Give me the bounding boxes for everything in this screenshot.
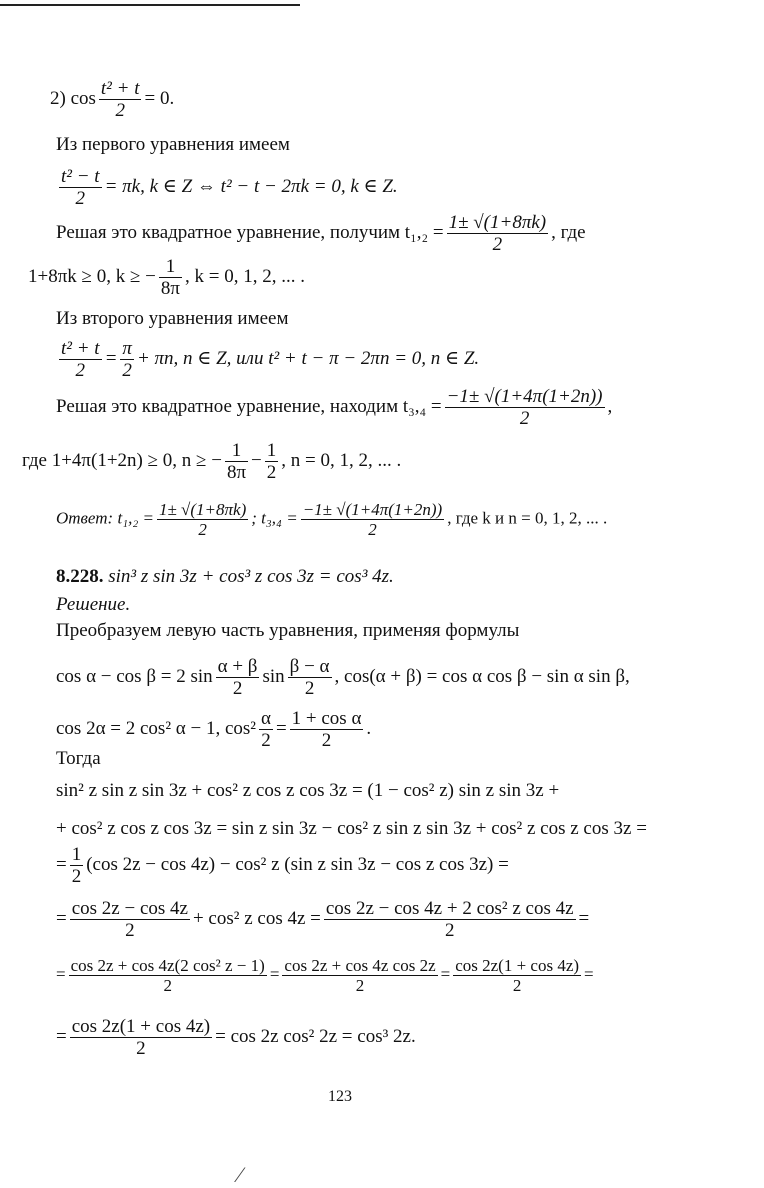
denominator: 2 xyxy=(355,976,365,996)
answer-line xyxy=(56,500,607,539)
text: = xyxy=(584,964,594,984)
text: ; t₃,₄ = xyxy=(251,508,298,528)
fraction xyxy=(120,338,134,382)
numerator: 1± √(1+8πk) xyxy=(158,500,247,519)
solution-heading: Решение. xyxy=(56,594,131,615)
denominator: 2 xyxy=(198,520,207,540)
text: = xyxy=(275,718,287,740)
text: sin xyxy=(262,666,285,688)
fraction xyxy=(324,898,576,942)
problem-number: 8.228. xyxy=(56,566,104,587)
fraction xyxy=(288,656,332,700)
text: cos 2α = 2 cos² α − 1, cos² xyxy=(56,718,256,740)
denominator: 2 xyxy=(163,976,172,996)
denominator: 2 xyxy=(71,866,82,888)
numerator: t² − t xyxy=(61,166,100,187)
equation-line-1 xyxy=(50,78,174,122)
formula-line-15 xyxy=(56,708,371,752)
text: t₁,₂ = xyxy=(117,508,154,528)
text: , xyxy=(607,396,613,418)
numerator: cos 2z(1 + cos 4z) xyxy=(455,956,580,975)
numerator: 1 + cos α xyxy=(291,708,362,729)
numerator: −1± √(1+4π(1+2n)) xyxy=(446,386,603,407)
text: − xyxy=(251,450,262,472)
text-line-6: Из второго уравнения имеем xyxy=(56,308,289,329)
denominator: 2 xyxy=(321,730,332,752)
text: 2) cos xyxy=(50,88,96,110)
answer-label: Ответ: xyxy=(56,508,114,528)
text: = xyxy=(440,964,451,984)
equation-line-5 xyxy=(28,256,305,300)
fraction xyxy=(447,212,549,256)
fraction xyxy=(157,500,248,539)
problem-equation: sin³ z sin 3z + cos³ z cos 3z = cos³ 4z. xyxy=(108,566,394,587)
text: = πk, k ∈ Z ⇔ t² − t − 2πk = 0, k ∈ Z. xyxy=(104,176,398,198)
numerator: cos 2z − cos 4z + 2 cos² z cos 4z xyxy=(325,898,574,919)
numerator: 1 xyxy=(266,440,277,461)
fraction xyxy=(282,956,437,995)
equation-line-20 xyxy=(56,898,589,942)
text: , cos(α + β) = cos α cos β − sin α sin β, xyxy=(334,666,630,688)
denominator: 2 xyxy=(519,408,530,430)
denominator: 8π xyxy=(226,462,247,484)
denominator: 2 xyxy=(368,520,377,540)
equation-line-17: sin² z sin z sin 3z + cos² z cos z cos 3z = (1 − cos² z) sin z sin 3z + xyxy=(56,780,560,801)
text: = xyxy=(56,964,66,984)
problem-line xyxy=(56,566,394,588)
text: , где xyxy=(551,222,586,244)
fraction xyxy=(290,708,364,752)
fraction xyxy=(159,256,182,300)
denominator: 2 xyxy=(75,188,86,210)
fraction xyxy=(453,956,581,995)
text: = 0. xyxy=(144,88,175,110)
numerator: 1 xyxy=(71,844,82,865)
text: + cos² z cos 4z = xyxy=(192,908,321,930)
equation-line-3 xyxy=(56,166,398,210)
fraction xyxy=(70,1016,212,1060)
top-rule xyxy=(0,4,300,6)
fraction xyxy=(225,440,248,484)
text: Решая это квадратное уравнение, находим t₃,₄ = xyxy=(56,396,442,418)
text: , где k и n = 0, 1, 2, ... . xyxy=(447,508,608,528)
text: = cos 2z cos² 2z = cos³ 2z. xyxy=(215,1026,416,1048)
text: = xyxy=(104,348,118,370)
text: Решая это квадратное уравнение, получим t₁,₂ = xyxy=(56,222,444,244)
text: 1+8πk ≥ 0, k ≥ − xyxy=(28,266,156,288)
fraction xyxy=(301,500,445,539)
text: = xyxy=(56,908,67,930)
denominator: 2 xyxy=(512,976,522,996)
denominator: 2 xyxy=(125,920,135,942)
text: , k = 0, 1, 2, ... . xyxy=(184,266,305,288)
text-line-8 xyxy=(56,386,612,430)
equation-line-19 xyxy=(56,844,509,888)
text: cos α − cos β = 2 sin xyxy=(56,666,213,688)
numerator: −1± √(1+4π(1+2n)) xyxy=(302,500,443,519)
text: = xyxy=(269,964,280,984)
text: , n = 0, 1, 2, ... . xyxy=(281,450,402,472)
fraction xyxy=(445,386,605,430)
fraction xyxy=(59,338,102,382)
page-number: 123 xyxy=(328,1088,352,1105)
equation-line-7 xyxy=(56,338,479,382)
numerator: cos 2z + cos 4z(2 cos² z − 1) xyxy=(70,956,265,975)
fraction xyxy=(70,844,84,888)
denominator: 2 xyxy=(304,678,315,700)
numerator: cos 2z − cos 4z xyxy=(71,898,188,919)
denominator: 8π xyxy=(160,278,180,300)
numerator: t² + t xyxy=(100,78,140,99)
denominator: 2 xyxy=(492,234,503,256)
text-line-13: Преобразуем левую часть уравнения, применяя формулы xyxy=(56,620,520,641)
numerator: t² + t xyxy=(61,338,100,359)
text: + πn, n ∈ Z, или t² + t − π − 2πn = 0, n ∈ Z. xyxy=(136,348,480,370)
denominator: 2 xyxy=(444,920,455,942)
text: (cos 2z − cos 4z) − cos² z (sin z sin 3z − cos z cos 3z) = xyxy=(86,854,509,876)
text-line-4 xyxy=(56,212,586,256)
numerator: 1 xyxy=(159,256,182,278)
numerator: cos 2z(1 + cos 4z) xyxy=(71,1016,211,1037)
denominator: 2 xyxy=(266,462,277,484)
formula-line-14 xyxy=(56,656,630,700)
fraction xyxy=(70,898,190,942)
equation-line-21 xyxy=(56,956,594,995)
fraction xyxy=(99,78,142,122)
fraction xyxy=(259,708,273,752)
denominator: 2 xyxy=(122,360,132,382)
equation-line-18: + cos² z cos z cos 3z = sin z sin 3z − cos² z sin z sin 3z + cos² z cos z cos 3z = xyxy=(56,818,647,839)
numerator: α xyxy=(260,708,271,729)
numerator: cos 2z + cos 4z cos 2z xyxy=(284,956,436,975)
text: = xyxy=(56,854,67,876)
numerator: α + β xyxy=(217,656,258,677)
equation-line-9 xyxy=(22,440,401,484)
text: = xyxy=(578,908,590,930)
text: где 1+4π(1+2n) ≥ 0, n ≥ − xyxy=(22,450,222,472)
numerator: 1± √(1+8πk) xyxy=(448,212,547,233)
fraction xyxy=(59,166,102,210)
denominator: 2 xyxy=(115,100,125,122)
text-line-2: Из первого уравнения имеем xyxy=(56,134,290,155)
denominator: 2 xyxy=(261,730,271,752)
fraction xyxy=(216,656,260,700)
text: = xyxy=(56,1026,67,1048)
numerator: π xyxy=(122,338,132,359)
equation-line-22 xyxy=(56,1016,416,1060)
fraction xyxy=(265,440,279,484)
denominator: 2 xyxy=(136,1038,146,1060)
text: . xyxy=(366,718,372,740)
numerator: β − α xyxy=(289,656,330,677)
denominator: 2 xyxy=(75,360,86,382)
denominator: 2 xyxy=(232,678,243,700)
text-line-16: Тогда xyxy=(56,748,101,769)
numerator: 1 xyxy=(225,440,248,462)
scan-mark-icon: ⁄ xyxy=(238,1162,242,1187)
fraction xyxy=(69,956,267,995)
